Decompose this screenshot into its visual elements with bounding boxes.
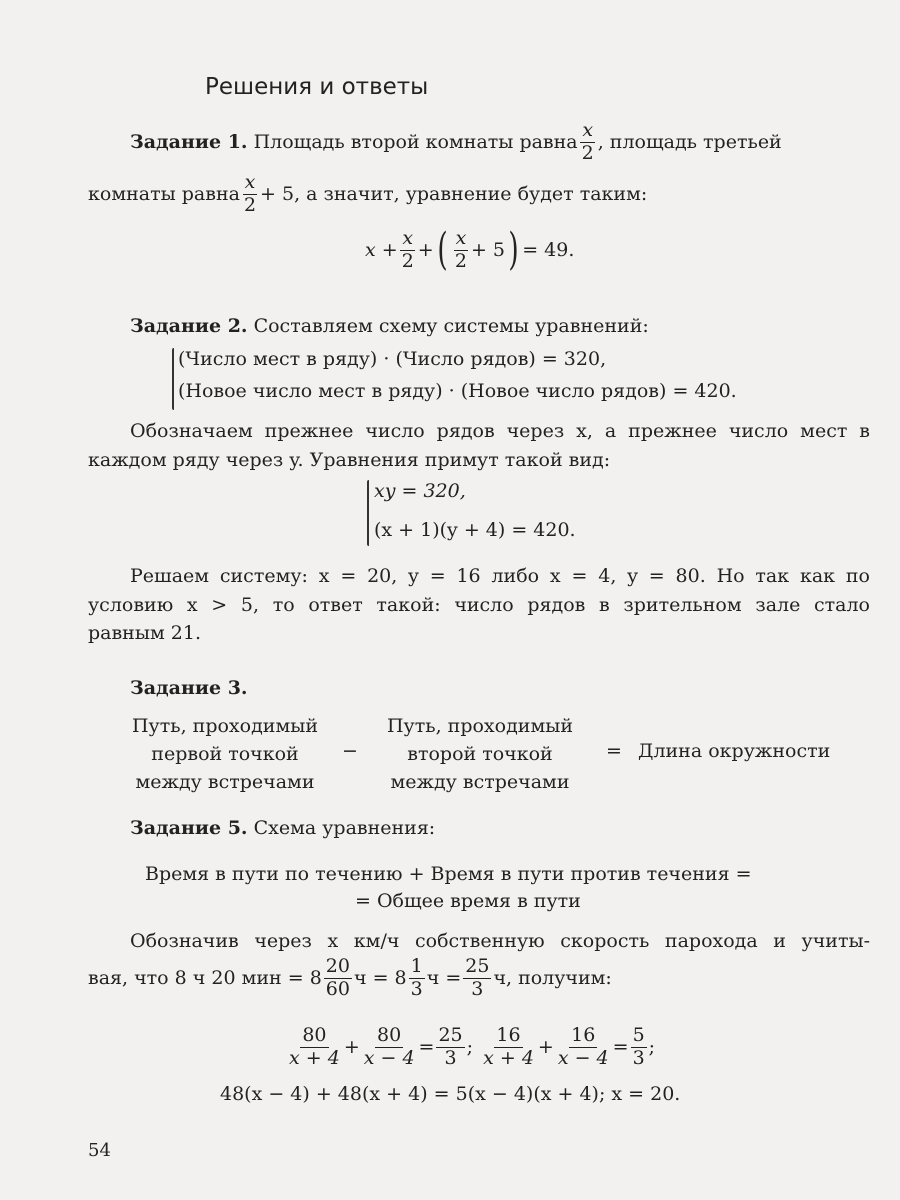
task1-line1 xyxy=(130,120,870,165)
scheme-result: Длина окружности xyxy=(638,740,831,762)
fraction: $\frac{1}{3}$ xyxy=(410,955,423,1000)
system-line: (Новое число мест в ряду) · (Новое число рядов) = 420. xyxy=(178,380,737,402)
task1-line2 xyxy=(88,172,647,217)
equation-1: $\frac{80}{x + 4}$ + $\frac{80}{x - 4}$ = $\frac{25}{3}$ ; $\frac{16}{x + 4}$ + $\frac{16}{x - 4}$ = $\frac{5}{3}$ ; xyxy=(289,1024,656,1069)
fraction: $\frac{25}{3}$ xyxy=(465,955,490,1000)
task1-text: комнаты равна xyxy=(88,183,240,206)
paragraph-line: Обозначаем прежнее число рядов через x, а прежнее число мест в xyxy=(130,420,870,442)
paragraph-line: условию x > 5, то ответ такой: число рядов в зрительном зале стало xyxy=(88,594,870,616)
fraction: $\frac{x}{2}$ xyxy=(243,171,257,216)
paragraph-line: Решаем систему: x = 20, y = 16 либо x = 4, y = 80. Но так как по xyxy=(130,565,870,587)
equals-sign: = xyxy=(606,740,622,762)
paragraph-line: каждом ряду через y. Уравнения примут такой вид: xyxy=(88,449,611,471)
scheme-line: Время в пути по течению + Время в пути против течения = xyxy=(145,863,752,885)
system-line: xy = 320, xyxy=(374,480,466,502)
task3-heading: Задание 3. xyxy=(130,677,248,699)
system-line: (Число мест в ряду) · (Число рядов) = 320, xyxy=(178,348,607,370)
system-brace xyxy=(367,480,369,546)
paragraph-line: равным 21. xyxy=(88,622,202,644)
system-brace xyxy=(172,348,174,410)
paragraph-line: Обозначив через x км/ч собственную скорость парохода и учиты- xyxy=(130,930,870,952)
page-heading: Решения и ответы xyxy=(205,74,429,100)
task1-equation: x + $\frac{x}{2}$ + ( $\frac{x}{2}$ + 5 ) = 49. xyxy=(365,224,575,276)
page-number: 54 xyxy=(88,1140,111,1161)
paragraph-line: вая, что 8 ч 20 мин = 8 $\frac{20}{60}$ ч = 8 $\frac{1}{3}$ ч = $\frac{25}{3}$ ч, получим: xyxy=(88,955,612,1000)
task1-text: , площадь третьей xyxy=(597,131,782,154)
minus-sign: − xyxy=(342,740,358,762)
fraction: $\frac{20}{60}$ xyxy=(325,955,350,1000)
system-line: (x + 1)(y + 4) = 420. xyxy=(374,519,576,541)
task1-label: Задание 1. xyxy=(130,131,248,154)
task1-text: + 5, а значит, уравнение будет таким: xyxy=(260,183,648,206)
task1-text: Площадь второй комнаты равна xyxy=(253,131,578,154)
scheme-line: = Общее время в пути xyxy=(355,890,581,912)
scheme-column-1: Путь, проходимый первой точкой между встречами xyxy=(131,715,319,793)
equation-2: 48(x − 4) + 48(x + 4) = 5(x − 4)(x + 4); x = 20. xyxy=(220,1083,681,1105)
task2-heading: Задание 2. Составляем схему системы уравнений: xyxy=(130,315,649,337)
task5-heading: Задание 5. Схема уравнения: xyxy=(130,817,436,839)
scheme-column-2: Путь, проходимый второй точкой между встречами xyxy=(386,715,574,793)
fraction: $\frac{x}{2}$ xyxy=(581,119,594,164)
